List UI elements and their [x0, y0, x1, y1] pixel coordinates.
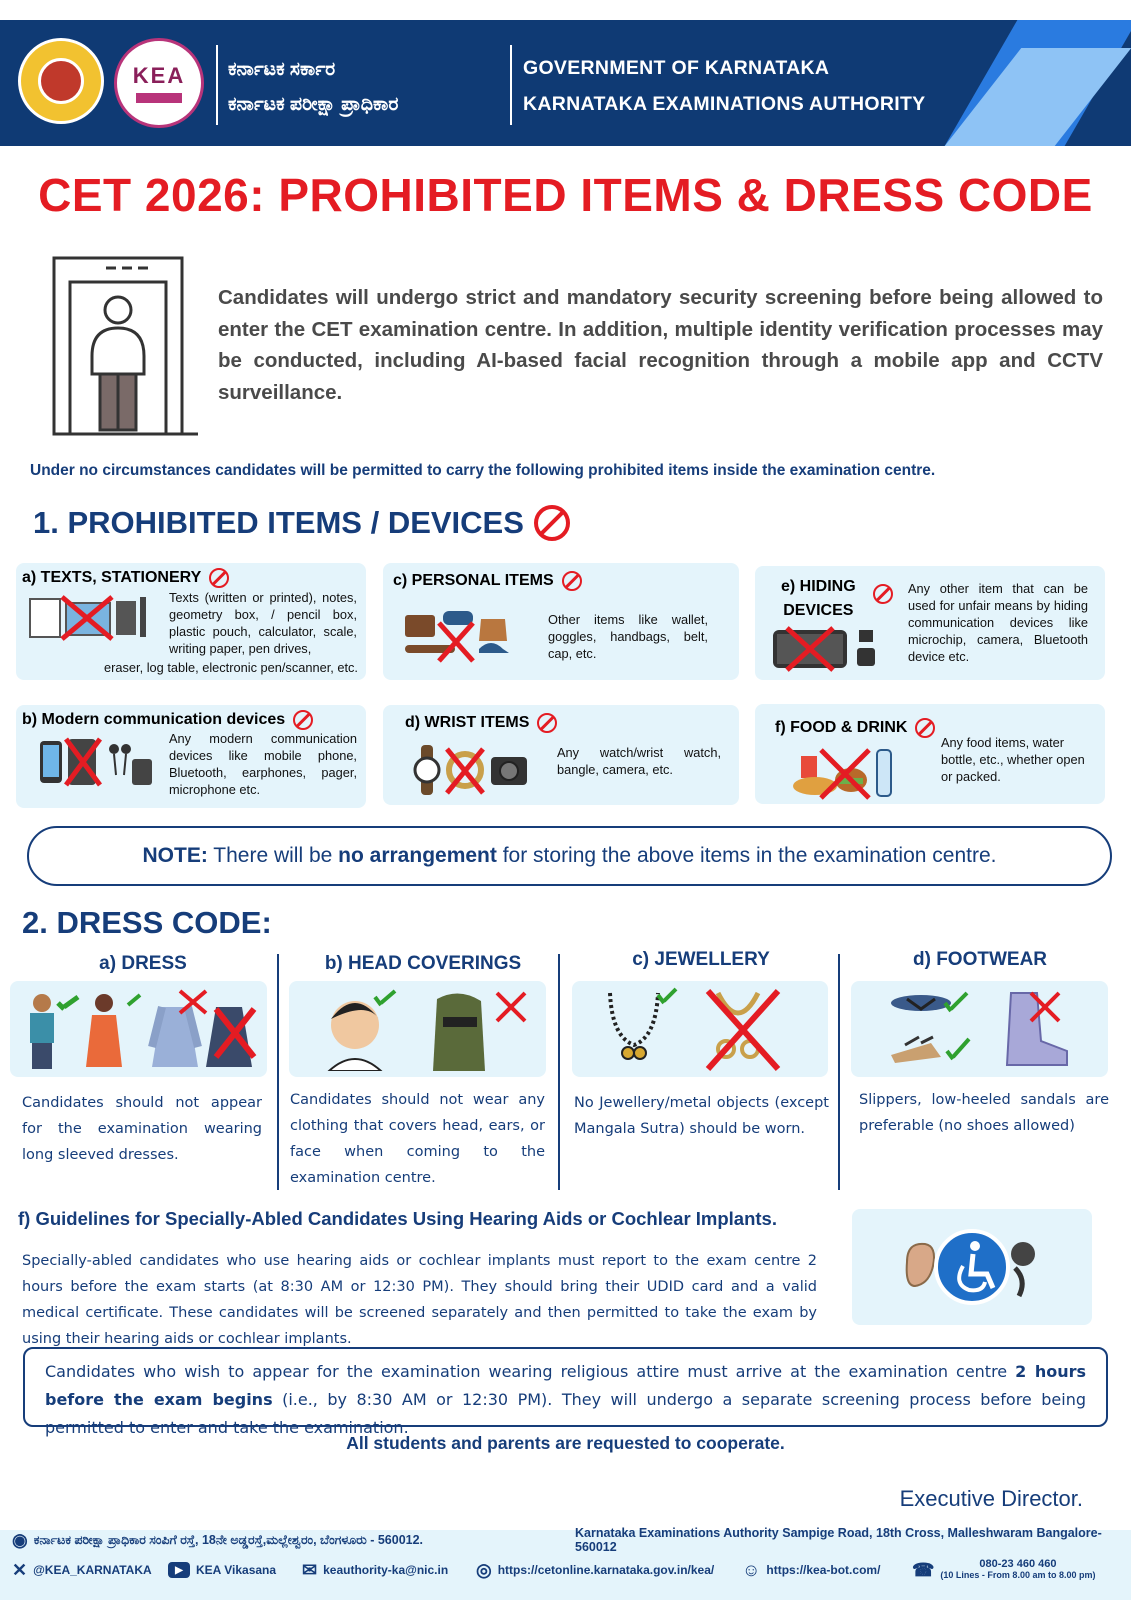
prohibited-icon — [915, 718, 935, 738]
column-divider — [277, 954, 279, 1190]
card-text-continued: eraser, log table, electronic pen/scanner, etc. — [104, 660, 358, 675]
kannada-title — [228, 52, 398, 122]
special-title: f) Guidelines for Specially-Abled Candidates Using Hearing Aids or Cochlear Implants. — [18, 1208, 777, 1229]
footer-address-english: Karnataka Examinations Authority Sampige Road, 18th Cross, Malleshwaram Bangalore-560012 — [575, 1526, 1102, 1554]
food-drink-icon — [791, 744, 901, 800]
card-text: Other items like wallet, goggles, handbags, belt, cap, etc. — [548, 612, 708, 661]
card-title: e) HIDING DEVICES — [781, 578, 856, 619]
column-divider — [838, 954, 840, 1190]
dress-text: Candidates should not appear for the examination wearing long sleeved dresses. — [22, 1095, 262, 1163]
head-coverings-text: Candidates should not wear any clothing that covers head, ears, or face when coming to the examination centre. — [290, 1092, 545, 1186]
note-box — [27, 826, 1112, 886]
dress-heading: a) DRESS — [99, 953, 187, 974]
religious-text-pre: Candidates who wish to appear for the examination wearing religious attire must arrive at the examination centre — [45, 1362, 1016, 1381]
warning-line: Under no circumstances candidates will be permitted to carry the following prohibited items inside the examination centre. — [30, 462, 936, 479]
head-coverings-image-card — [289, 981, 546, 1077]
english-kea-title: KARNATAKA EXAMINATIONS AUTHORITY — [523, 93, 926, 115]
card-texts-stationery — [16, 563, 366, 680]
section1-heading — [33, 505, 570, 541]
kea-logo — [114, 38, 204, 128]
page-title: CET 2026: PROHIBITED ITEMS & DRESS CODE — [38, 169, 1093, 221]
stationery-icon — [26, 593, 166, 643]
footwear-text: Slippers, low-heeled sandals are preferable (no shoes allowed) — [859, 1092, 1109, 1134]
hiding-devices-icon — [771, 626, 881, 672]
security-scanner-icon — [52, 256, 200, 442]
dress-image-card — [10, 981, 267, 1077]
website-link[interactable]: ◎ https://cetonline.karnataka.gov.in/kea/ — [476, 1559, 715, 1580]
communication-devices-icon — [36, 735, 156, 789]
accessibility-icon — [897, 1222, 1047, 1312]
jewellery-image-card — [572, 981, 828, 1077]
twitter-link[interactable]: ✕ @KEA_KARNATAKA — [12, 1559, 152, 1580]
religious-attire-box — [23, 1347, 1108, 1437]
english-gov-title: GOVERNMENT OF KARNATAKA — [523, 57, 830, 79]
card-food-drink — [755, 704, 1105, 804]
kannada-gov-title: ಕರ್ನಾಟಕ ಸರ್ಕಾರ — [228, 59, 336, 80]
kannada-kea-title: ಕರ್ನಾಟಕ ಪರೀಕ್ಷಾ ಪ್ರಾಧಿಕಾರ — [228, 94, 399, 115]
jewellery-text: No Jewellery/metal objects (except Mangala Sutra) should be worn. — [574, 1095, 829, 1137]
card-personal-items — [383, 563, 739, 680]
phone-contact[interactable] — [912, 1559, 1095, 1581]
email-link[interactable]: ✉ keauthority-ka@nic.in — [302, 1559, 449, 1580]
prohibited-icon — [537, 713, 557, 733]
special-text: Specially-abled candidates who use hearing aids or cochlear implants must report to the exam centre 2 hours before the exam starts (at 8:30 AM or 12:30 PM). They should bring their UDID card and a valid medical certificate. These candidates will be screened separately and then permitted to take the exam by using their hearing aids or cochlear implants. — [22, 1253, 817, 1347]
card-hiding-devices — [755, 566, 1105, 680]
phone-hours: (10 Lines - From 8.00 am to 8.00 pm) — [940, 1570, 1096, 1580]
card-title: b) Modern communication devices — [22, 710, 313, 730]
signature: Executive Director. — [899, 1486, 1083, 1511]
jewellery-heading: c) JEWELLERY — [632, 949, 770, 970]
card-title: d) WRIST ITEMS — [405, 713, 557, 733]
head-coverings-heading: b) HEAD COVERINGS — [324, 953, 522, 974]
location-pin-icon: ◉ — [12, 1529, 28, 1550]
wrist-items-icon — [411, 743, 531, 797]
section1-title: 1. PROHIBITED ITEMS / DEVICES — [33, 505, 524, 540]
religious-text-post: (i.e., by 8:30 AM or 12:30 PM). They will undergo a separate screening process before being permitted to enter and take the examination. — [45, 1390, 1086, 1437]
bot-link[interactable]: ☺ https://kea-bot.com/ — [742, 1559, 881, 1580]
note-text-post: for storing the above items in the examination centre. — [496, 844, 997, 867]
card-text: Texts (written or printed), notes, geometry box, / pencil box, plastic pouch, calculator, scale, writing paper, pen drives, — [169, 590, 357, 656]
prohibited-icon — [562, 571, 582, 591]
footwear-heading: d) FOOTWEAR — [912, 949, 1048, 970]
intro-paragraph: Candidates will undergo strict and mandatory security screening before being allowed to enter the CET examination centre. In addition, multiple identity verification processes may be conducted, including AI-based facial recognition through a mobile app and CCTV surveillance. — [218, 286, 1103, 404]
card-communication-devices — [16, 705, 366, 808]
religious-bold: 2 hours before the exam begins — [45, 1362, 1087, 1409]
english-title — [523, 50, 925, 122]
prohibited-icon — [293, 710, 313, 730]
globe-icon: ◎ — [476, 1559, 492, 1580]
chatbot-icon: ☺ — [742, 1559, 761, 1580]
note-text-pre: There will be — [207, 844, 339, 867]
footwear-icons — [881, 985, 1091, 1073]
prohibited-icon — [873, 584, 893, 604]
footer-address-kannada: ◉ ಕರ್ನಾಟಕ ಪರೀಕ್ಷಾ ಪ್ರಾಧಿಕಾರ ಸಂಪಿಗೆ ರಸ್ತೆ, 18ನೇ ಅಡ್ಡರಸ್ತೆ,ಮಲ್ಲೇಶ್ವರಂ, ಬೆಂಗಳೂರು - 560012. — [12, 1529, 424, 1550]
dress-icons — [20, 987, 260, 1071]
youtube-link[interactable]: ▶ KEA Vikasana — [168, 1562, 276, 1578]
mail-icon: ✉ — [302, 1559, 318, 1580]
card-text: Any other item that can be used for unfair means by hiding communication devices like microchip, camera, Bluetooth device etc. — [908, 581, 1088, 664]
card-title: c) PERSONAL ITEMS — [393, 571, 582, 591]
hearing-aid-image — [852, 1209, 1092, 1325]
footwear-image-card — [851, 981, 1108, 1077]
personal-items-icon — [403, 605, 513, 663]
phone-icon: ☎ — [912, 1559, 935, 1580]
card-text: Any modern communication devices like mobile phone, Bluetooth, earphones, pager, microphone etc. — [169, 731, 357, 797]
cooperate-line: All students and parents are requested to cooperate. — [346, 1433, 785, 1453]
karnataka-seal-logo — [18, 38, 104, 124]
x-twitter-icon: ✕ — [12, 1559, 28, 1580]
head-coverings-icons — [319, 987, 529, 1071]
card-wrist-items — [383, 705, 739, 805]
card-title: a) TEXTS, STATIONERY — [22, 568, 229, 588]
section2-title: 2. DRESS CODE: — [22, 905, 272, 940]
header-divider — [510, 45, 512, 125]
note-label: NOTE: — [142, 844, 208, 867]
card-title: f) FOOD & DRINK — [775, 718, 935, 738]
card-text: Any food items, water bottle, etc., whether open or packed. — [941, 735, 1085, 784]
prohibited-icon — [534, 505, 570, 541]
stationery-icons — [26, 593, 166, 643]
youtube-icon: ▶ — [168, 1562, 190, 1578]
jewellery-icons — [598, 985, 808, 1073]
note-bold: no arrangement — [338, 844, 497, 867]
header-divider — [216, 45, 218, 125]
column-divider — [558, 954, 560, 1190]
card-text: Any watch/wrist watch, bangle, camera, etc. — [557, 745, 721, 777]
phone-number: 080-23 460 460 — [979, 1558, 1057, 1570]
kea-logo-text: KEA — [132, 63, 186, 88]
prohibited-icon — [209, 568, 229, 588]
